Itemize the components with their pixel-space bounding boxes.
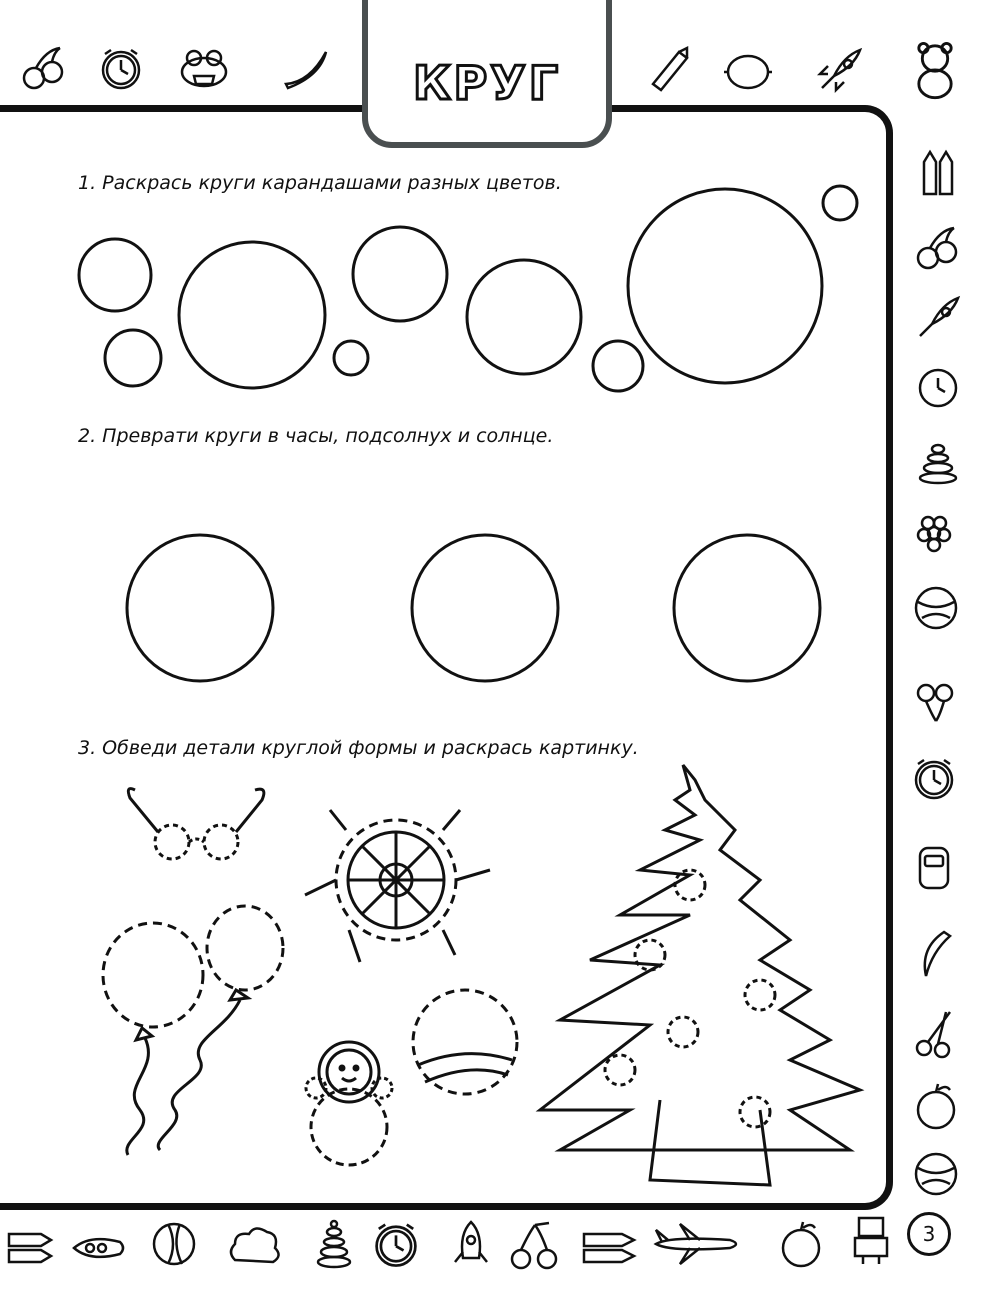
crayons-icon xyxy=(580,1222,640,1274)
ship-wheel-drawing xyxy=(305,810,490,962)
task-3-text: 3. Обведи детали круглой формы и раскрась картинку. xyxy=(78,737,639,759)
rocket-icon xyxy=(814,44,866,96)
robot-icon xyxy=(845,1214,897,1266)
task-1-text: 1. Раскрась круги карандашами разных цветов. xyxy=(78,172,562,194)
clock-circle xyxy=(127,535,273,681)
rocket-icon xyxy=(70,1222,130,1274)
alarm-clock-icon xyxy=(95,42,147,94)
crayons-icon xyxy=(5,1222,57,1274)
ball-drawing xyxy=(413,990,517,1094)
balloons-drawing xyxy=(103,906,283,1155)
color-circle xyxy=(628,189,822,383)
crayons-icon xyxy=(912,148,964,200)
pyramid-toy-icon xyxy=(308,1218,360,1270)
pyramid-toy-icon xyxy=(912,436,964,488)
frog-toy-icon xyxy=(178,42,230,94)
alarm-clock-icon xyxy=(908,752,960,804)
rocket-icon xyxy=(445,1218,497,1270)
ball-icon xyxy=(910,582,962,634)
ball-icon xyxy=(910,1148,962,1200)
banana-icon xyxy=(910,928,962,980)
color-circle xyxy=(105,330,161,386)
color-circle xyxy=(823,186,857,220)
sun-circle xyxy=(674,535,820,681)
color-circle xyxy=(467,260,581,374)
page-title: КРУГ xyxy=(412,56,562,110)
color-circle xyxy=(593,341,643,391)
apple-icon xyxy=(775,1218,827,1270)
color-circle xyxy=(334,341,368,375)
christmas-tree-drawing xyxy=(540,765,860,1185)
page-number: 3 xyxy=(907,1212,951,1256)
crayon-icon xyxy=(643,42,695,94)
cherry-icon xyxy=(912,222,964,274)
alarm-clock-icon xyxy=(912,360,964,412)
rocket-icon xyxy=(912,292,964,344)
airplane-icon xyxy=(650,1218,746,1270)
color-circle xyxy=(179,242,325,388)
car-icon xyxy=(908,842,960,894)
color-circle xyxy=(79,239,151,311)
glasses-drawing xyxy=(128,789,264,859)
scissors-icon xyxy=(910,1008,962,1060)
apple-icon xyxy=(910,1080,962,1132)
cherry-icon xyxy=(505,1218,565,1272)
color-circle xyxy=(353,227,447,321)
sunflower-circle xyxy=(412,535,558,681)
teddy-bear-icon xyxy=(905,40,965,100)
lemon-icon xyxy=(722,44,774,96)
grapes-icon xyxy=(910,505,962,557)
alarm-clock-icon xyxy=(368,1216,424,1272)
tumbler-doll-drawing xyxy=(306,1042,392,1165)
banana-icon xyxy=(280,42,332,94)
cherry-icon xyxy=(910,677,962,729)
ball-icon xyxy=(148,1218,200,1270)
cherry-icon xyxy=(18,42,70,94)
task-2-text: 2. Преврати круги в часы, подсолнух и солнце. xyxy=(78,425,554,447)
cloud-toy-icon xyxy=(225,1220,285,1272)
